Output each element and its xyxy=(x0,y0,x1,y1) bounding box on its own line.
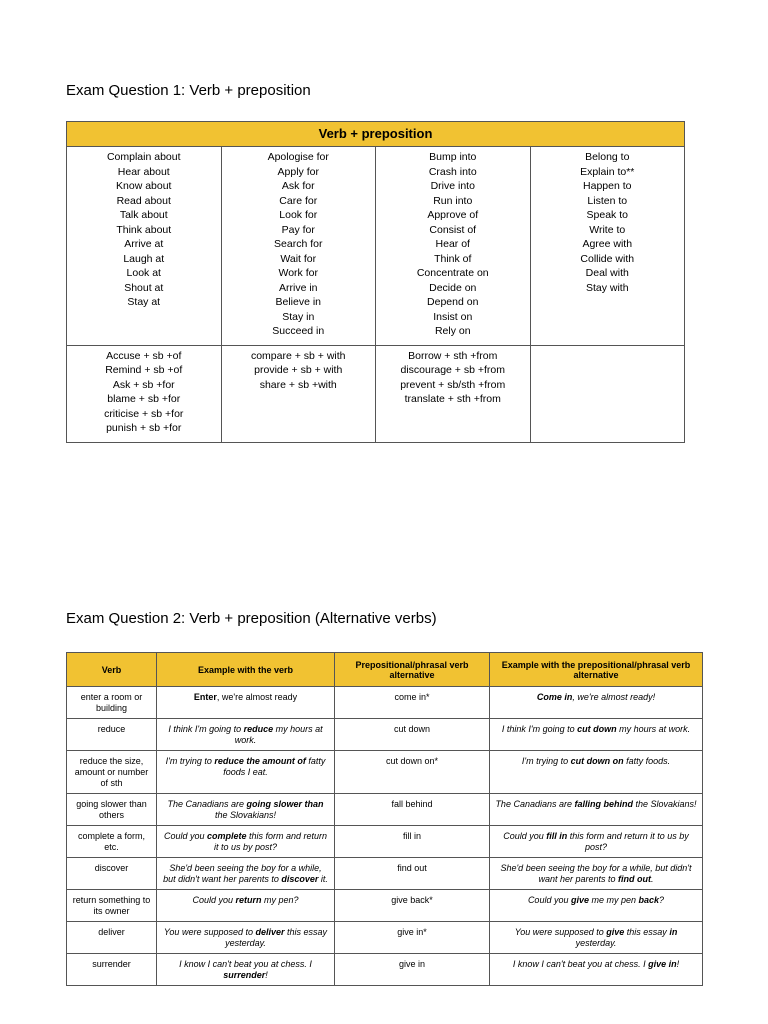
verb-cell: return something to its owner xyxy=(67,890,157,922)
list-item: Stay in xyxy=(282,310,315,323)
alternative-cell: come in* xyxy=(335,687,490,719)
alternative-example-cell: The Canadians are falling behind the Slovakians! xyxy=(490,794,703,826)
example-cell: You were supposed to deliver this essay yesterday. xyxy=(157,922,335,954)
list-item: Arrive in xyxy=(278,281,318,294)
column-header: Prepositional/phrasal verb alternative xyxy=(335,653,490,687)
alternative-cell: give back* xyxy=(335,890,490,922)
table-row xyxy=(67,826,703,858)
alternative-verbs-table xyxy=(66,652,703,986)
alternative-example-cell: I think I'm going to cut down my hours at work. xyxy=(490,719,703,751)
list-item: Pay for xyxy=(281,223,315,236)
list-item: discourage + sb +from xyxy=(400,364,505,376)
table-row xyxy=(67,345,685,442)
list-item: Think of xyxy=(434,252,472,265)
list-item: Happen to xyxy=(583,180,632,192)
list-item: Run into xyxy=(433,194,473,207)
table-row xyxy=(67,954,703,986)
list-item: Ask + sb +for xyxy=(112,378,175,391)
list-item: Laugh at xyxy=(123,252,165,265)
verb-preposition-table xyxy=(66,121,685,443)
list-item: Arrive at xyxy=(124,238,164,250)
list-item: Succeed in xyxy=(272,325,325,337)
list-item: Remind + sb +of xyxy=(105,364,183,376)
alternative-cell: give in* xyxy=(335,922,490,954)
list-item: Decide on xyxy=(429,281,477,294)
list-item: prevent + sb/sth +from xyxy=(400,378,506,391)
alternative-example-cell: You were supposed to give this essay in yesterday. xyxy=(490,922,703,954)
column-header: Verb xyxy=(67,653,157,687)
list-item: Agree with xyxy=(582,238,633,250)
list-cell xyxy=(376,345,531,442)
list-item: Stay with xyxy=(585,281,629,294)
list-item: translate + sth +from xyxy=(404,393,501,405)
alternative-example-cell: I'm trying to cut down on fatty foods. xyxy=(490,751,703,794)
list-item: Ask for xyxy=(281,180,315,192)
list-item: Deal with xyxy=(585,267,629,279)
verb-cell: enter a room or building xyxy=(67,687,157,719)
list-item: criticise + sb +for xyxy=(104,407,184,420)
list-item: Listen to xyxy=(587,194,628,207)
verb-preposition-header: Verb + preposition xyxy=(67,122,685,147)
list-item: Talk about xyxy=(119,209,168,221)
list-item: Collide with xyxy=(580,252,635,265)
list-item: Look at xyxy=(126,267,161,279)
list-cell xyxy=(221,147,376,346)
list-item: Apologise for xyxy=(267,151,329,163)
list-item: Read about xyxy=(116,194,171,207)
q2-title: Exam Question 2: Verb + preposition (Alternative verbs) xyxy=(66,610,437,627)
list-item: Work for xyxy=(278,267,318,279)
list-item: Speak to xyxy=(586,209,628,221)
verb-cell: reduce xyxy=(67,719,157,751)
list-item: Stay at xyxy=(127,296,161,308)
verb-cell: surrender xyxy=(67,954,157,986)
list-cell xyxy=(221,345,376,442)
verb-cell: deliver xyxy=(67,922,157,954)
list-cell xyxy=(530,147,685,346)
list-cell xyxy=(376,147,531,346)
table-row xyxy=(67,922,703,954)
list-cell xyxy=(67,345,222,442)
alternative-example-cell: I know I can't beat you at chess. I give in! xyxy=(490,954,703,986)
table-row xyxy=(67,751,703,794)
alternative-cell: fall behind xyxy=(335,794,490,826)
list-cell xyxy=(67,147,222,346)
verb-cell: discover xyxy=(67,858,157,890)
example-cell: She'd been seeing the boy for a while, but didn't want her parents to discover it. xyxy=(157,858,335,890)
list-item: Depend on xyxy=(427,296,479,308)
example-cell: The Canadians are going slower than the Slovakians! xyxy=(157,794,335,826)
verb-cell: reduce the size, amount or number of sth xyxy=(67,751,157,794)
table-row xyxy=(67,858,703,890)
list-item: Believe in xyxy=(275,296,322,308)
example-cell: I think I'm going to reduce my hours at work. xyxy=(157,719,335,751)
table-row xyxy=(67,687,703,719)
list-item: share + sb +with xyxy=(259,378,337,391)
list-item: Search for xyxy=(274,238,323,250)
list-item: Write to xyxy=(589,223,626,236)
list-item: blame + sb +for xyxy=(107,393,181,405)
alternative-example-cell: She'd been seeing the boy for a while, but didn't want her parents to find out. xyxy=(490,858,703,890)
alternative-cell: find out xyxy=(335,858,490,890)
table-row xyxy=(67,890,703,922)
example-cell: Could you return my pen? xyxy=(157,890,335,922)
list-item: Explain to** xyxy=(580,165,635,178)
column-header: Example with the prepositional/phrasal verb alternative xyxy=(490,653,703,687)
list-item: Care for xyxy=(279,194,318,207)
list-cell xyxy=(530,345,685,442)
alternative-cell: fill in xyxy=(335,826,490,858)
list-item: Look for xyxy=(279,209,318,221)
list-item: Drive into xyxy=(430,180,475,192)
list-item: Wait for xyxy=(280,252,317,265)
list-item: Rely on xyxy=(434,325,471,337)
list-item: Consist of xyxy=(429,223,477,236)
example-cell: I know I can't beat you at chess. I surrender! xyxy=(157,954,335,986)
alternative-cell: cut down xyxy=(335,719,490,751)
list-item: Hear of xyxy=(435,238,470,250)
column-header: Example with the verb xyxy=(157,653,335,687)
alternative-example-cell: Could you give me my pen back? xyxy=(490,890,703,922)
list-item: Insist on xyxy=(433,310,473,323)
list-item: Crash into xyxy=(428,165,477,178)
table-header-row xyxy=(67,653,703,687)
table-row xyxy=(67,719,703,751)
alternative-cell: give in xyxy=(335,954,490,986)
table-row xyxy=(67,794,703,826)
list-item: provide + sb + with xyxy=(254,364,343,376)
table-row xyxy=(67,147,685,346)
list-item: Know about xyxy=(116,180,172,192)
list-item: Approve of xyxy=(427,209,479,221)
list-item: Bump into xyxy=(429,151,477,163)
list-item: Concentrate on xyxy=(416,267,489,279)
list-item: Complain about xyxy=(106,151,181,163)
alternative-verbs-body xyxy=(67,687,703,986)
list-item: Apply for xyxy=(277,165,319,178)
verb-cell: complete a form, etc. xyxy=(67,826,157,858)
list-item: compare + sb + with xyxy=(250,349,346,362)
list-item: Hear about xyxy=(117,165,170,178)
example-cell: I'm trying to reduce the amount of fatty foods I eat. xyxy=(157,751,335,794)
list-item: Borrow + sth +from xyxy=(408,349,498,362)
example-cell: Enter, we're almost ready xyxy=(157,687,335,719)
list-item: Belong to xyxy=(585,151,630,163)
alternative-example-cell: Come in, we're almost ready! xyxy=(490,687,703,719)
example-cell: Could you complete this form and return it to us by post? xyxy=(157,826,335,858)
alternative-cell: cut down on* xyxy=(335,751,490,794)
list-item: Think about xyxy=(116,223,172,236)
verb-cell: going slower than others xyxy=(67,794,157,826)
alternative-example-cell: Could you fill in this form and return it to us by post? xyxy=(490,826,703,858)
q1-title: Exam Question 1: Verb + preposition xyxy=(66,82,311,99)
list-item: Accuse + sb +of xyxy=(106,349,182,362)
list-item: Shout at xyxy=(124,281,164,294)
list-item: punish + sb +for xyxy=(106,422,182,434)
